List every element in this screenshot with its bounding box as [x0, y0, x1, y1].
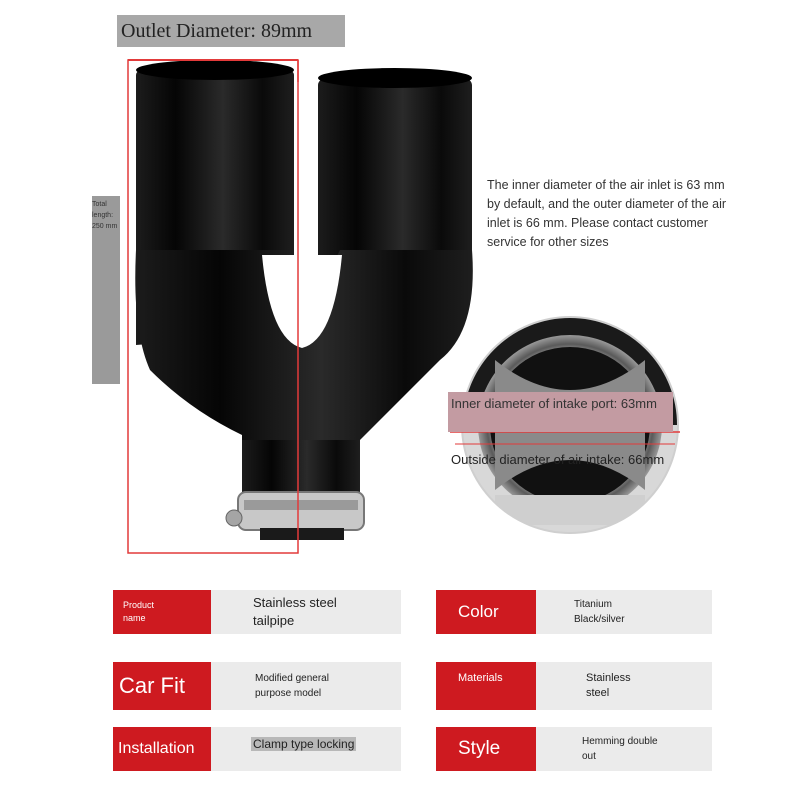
outer-diameter-label: Outside diameter of air intake: 66mm — [451, 452, 665, 467]
spec-car-fit — [113, 662, 401, 710]
spec-key: Installation — [113, 727, 211, 771]
spec-value: Clamp type locking — [253, 737, 355, 751]
spec-value-wrap — [211, 727, 356, 771]
spec-product-name — [113, 590, 401, 634]
total-length-label: Total length: 250 mm — [92, 201, 118, 230]
spec-style — [436, 727, 712, 771]
inlet-size-note: The inner diameter of the air inlet is 63 mm by default, and the outer diameter of the air inlet is 66 mm. Please contact customer service for other sizes — [487, 178, 727, 249]
spec-materials — [436, 662, 712, 710]
spec-installation — [113, 727, 401, 771]
spec-value: Stainless steel — [586, 672, 631, 699]
spec-key: Materials — [436, 662, 536, 710]
spec-key: Color — [436, 590, 536, 634]
spec-value: Titanium Black/silver — [574, 599, 625, 625]
spec-value: Stainless steel tailpipe — [253, 595, 337, 628]
spec-key: Car Fit — [113, 662, 211, 710]
spec-value: Hemming double out — [582, 736, 658, 762]
spec-color — [436, 590, 712, 634]
spec-value: Modified general purpose model — [255, 673, 329, 699]
spec-key: Style — [436, 727, 536, 771]
outlet-diameter-label: Outlet Diameter: 89mm — [117, 15, 345, 47]
spec-key: Product name — [113, 590, 211, 634]
inner-diameter-label: Inner diameter of intake port: 63mm — [448, 392, 673, 432]
